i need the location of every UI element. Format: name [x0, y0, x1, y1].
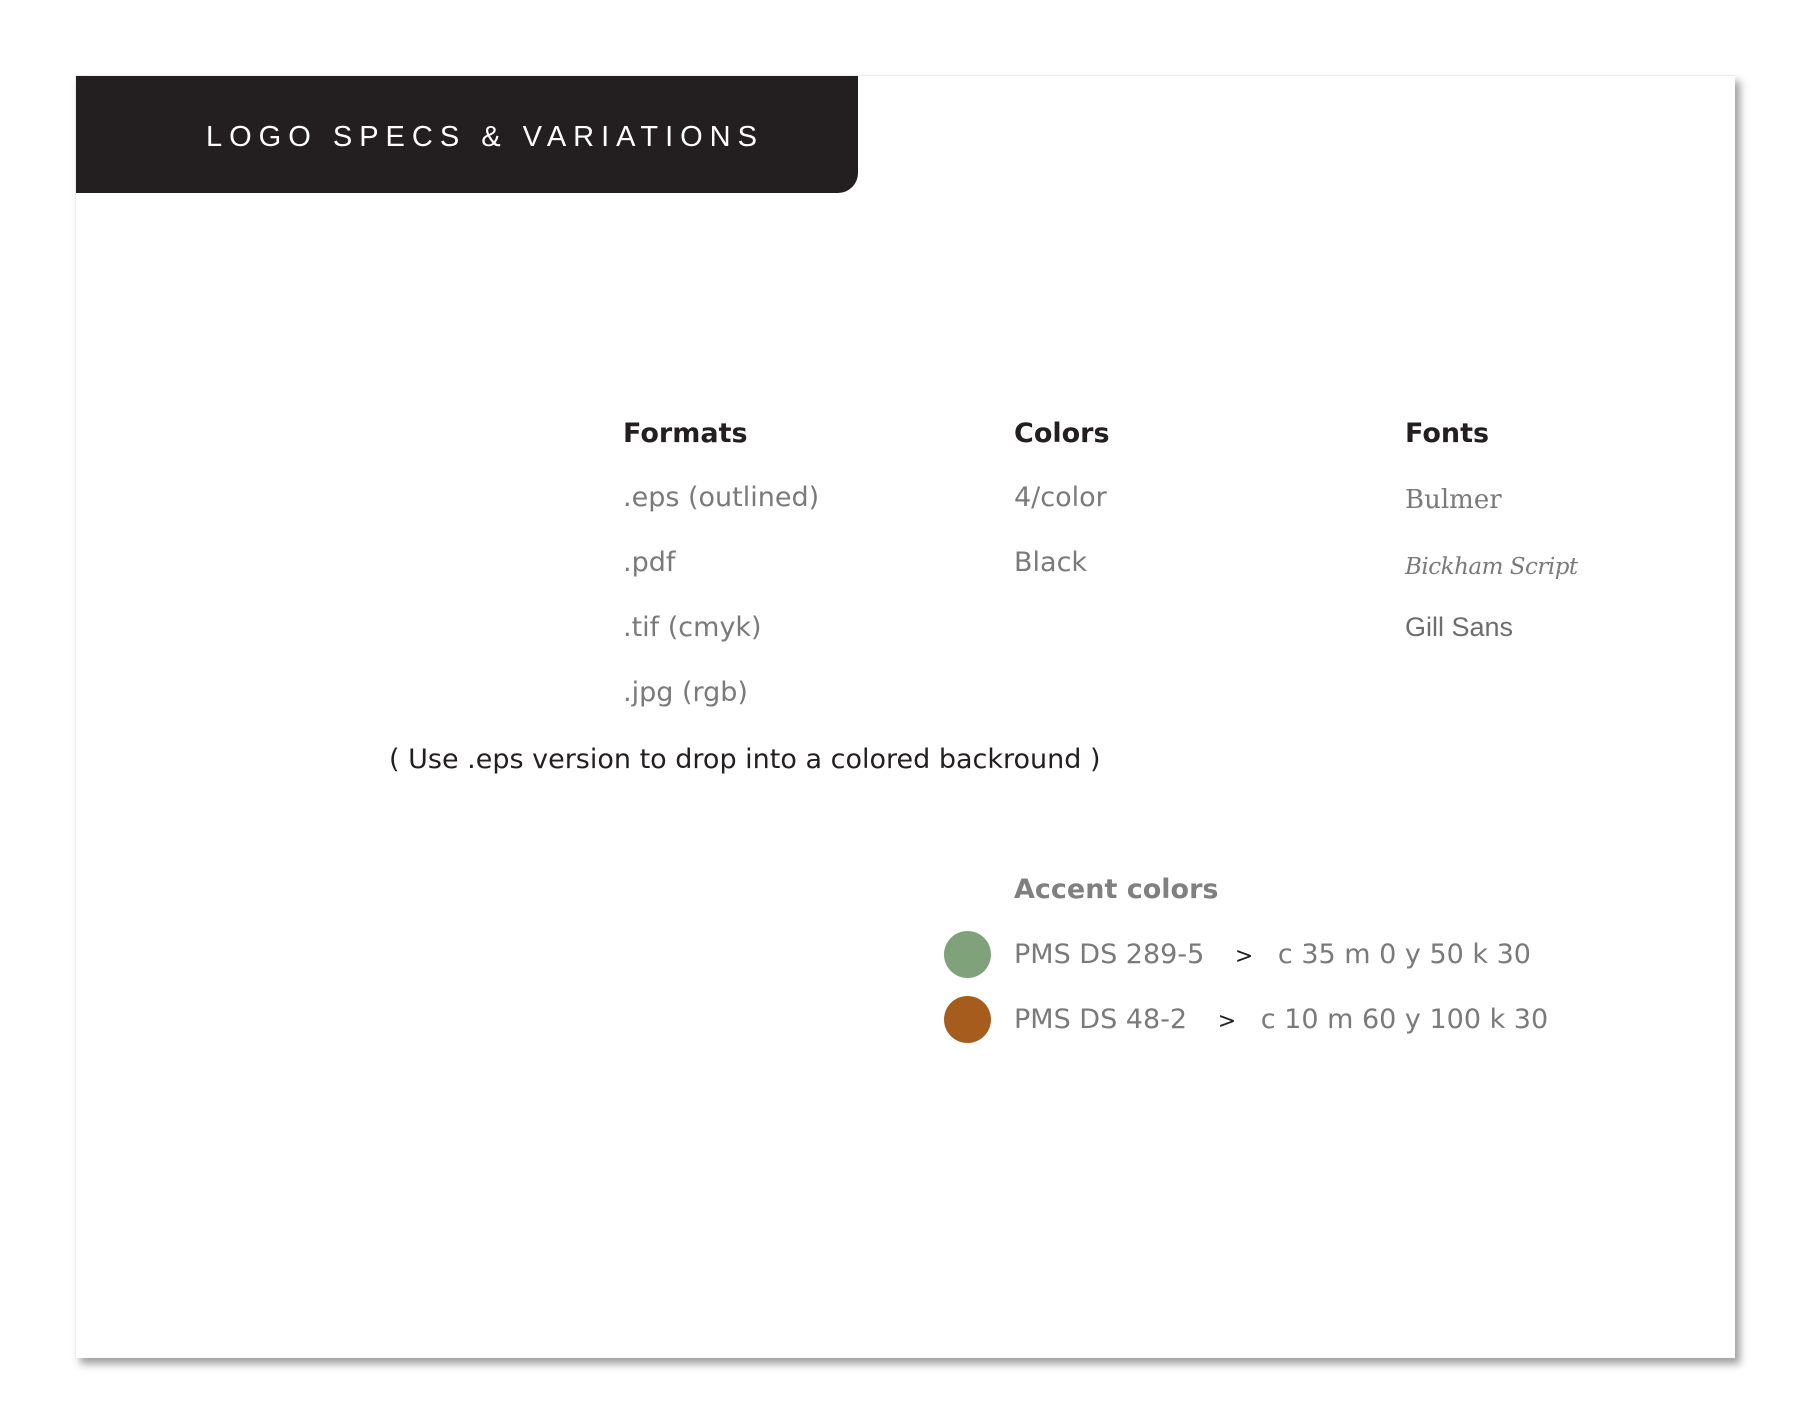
- fonts-heading: Fonts: [1405, 418, 1490, 449]
- color-item-black: Black: [1014, 547, 1088, 578]
- arrow-icon: >: [1217, 1009, 1237, 1034]
- accent-swatch-green: [944, 931, 991, 978]
- format-item-tif: .tif (cmyk): [623, 612, 762, 643]
- font-item-bickham-script: Bickham Script: [1405, 554, 1578, 580]
- eps-usage-note: ( Use .eps version to drop into a colored backround ): [389, 744, 1101, 775]
- colors-heading: Colors: [1014, 418, 1110, 449]
- accent-cmyk-orange: c 10 m 60 y 100 k 30: [1260, 1004, 1549, 1035]
- page-title: LOGO SPECS & VARIATIONS: [206, 121, 764, 153]
- format-item-eps: .eps (outlined): [623, 482, 820, 513]
- accent-pms-orange: PMS DS 48-2: [1014, 1004, 1188, 1035]
- accent-pms-green: PMS DS 289-5: [1014, 939, 1205, 970]
- accent-row-orange: [1014, 1004, 1548, 1035]
- accent-row-green: [1014, 939, 1531, 970]
- spec-page: [75, 75, 1735, 1358]
- format-item-pdf: .pdf: [623, 547, 676, 578]
- arrow-icon: >: [1234, 944, 1254, 969]
- color-item-4color: 4/color: [1014, 482, 1107, 513]
- format-item-jpg: .jpg (rgb): [623, 677, 748, 708]
- font-item-bulmer: Bulmer: [1405, 485, 1502, 515]
- formats-heading: Formats: [623, 418, 748, 449]
- accent-cmyk-green: c 35 m 0 y 50 k 30: [1277, 939, 1531, 970]
- font-item-gill-sans: Gill Sans: [1405, 612, 1514, 642]
- accent-colors-heading: Accent colors: [1014, 874, 1219, 905]
- accent-swatch-orange: [944, 996, 991, 1043]
- header-bar: [76, 76, 858, 193]
